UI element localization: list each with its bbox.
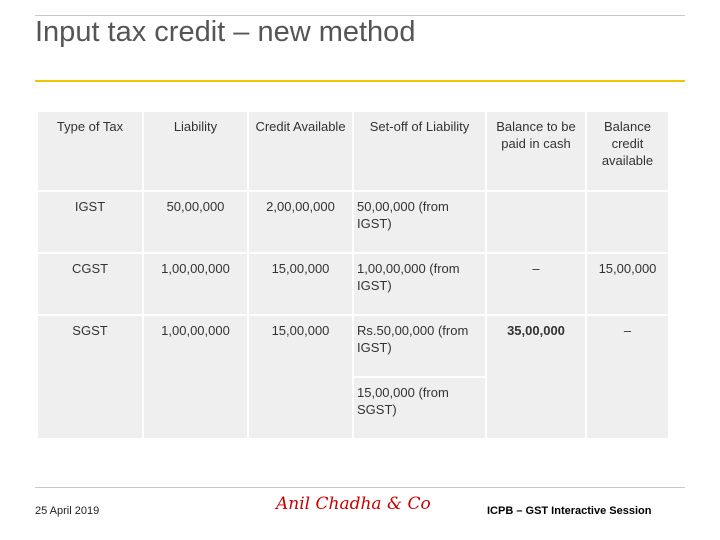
footer-session-title: ICPB – GST Interactive Session <box>487 505 652 517</box>
slide-title: Input tax credit – new method <box>35 16 416 48</box>
cell-credit: 15,00,000 <box>249 254 352 314</box>
table-row <box>38 254 668 314</box>
cell-setoff-extra: 15,00,000 (from SGST) <box>354 378 485 438</box>
footer-brand-logo: Anil Chadha & Co <box>276 494 431 514</box>
cell-cash: 35,00,000 <box>487 316 585 438</box>
cell-balance <box>587 192 668 252</box>
itc-table <box>36 110 670 440</box>
accent-divider <box>35 80 685 82</box>
header-credit-available: Credit Available <box>249 112 352 190</box>
cell-liability: 1,00,00,000 <box>144 316 247 438</box>
cell-setoff: Rs.50,00,000 (from IGST) <box>354 316 485 376</box>
cell-balance: – <box>587 316 668 438</box>
cell-credit: 2,00,00,000 <box>249 192 352 252</box>
cell-liability: 50,00,000 <box>144 192 247 252</box>
cell-liability: 1,00,00,000 <box>144 254 247 314</box>
cell-type: IGST <box>38 192 142 252</box>
header-balance-cash: Balance to be paid in cash <box>487 112 585 190</box>
table-row <box>38 316 668 376</box>
footer-divider <box>35 487 685 488</box>
cell-type: SGST <box>38 316 142 438</box>
header-balance-credit: Balance credit available <box>587 112 668 190</box>
table-header-row <box>38 112 668 190</box>
cell-cash: – <box>487 254 585 314</box>
footer-date: 25 April 2019 <box>35 505 100 517</box>
cell-cash <box>487 192 585 252</box>
header-setoff-of-liability: Set-off of Liability <box>354 112 485 190</box>
cell-credit: 15,00,000 <box>249 316 352 438</box>
header-liability: Liability <box>144 112 247 190</box>
table-row <box>38 192 668 252</box>
cell-setoff: 50,00,000 (from IGST) <box>354 192 485 252</box>
cell-setoff: 1,00,00,000 (from IGST) <box>354 254 485 314</box>
header-type-of-tax: Type of Tax <box>38 112 142 190</box>
cell-type: CGST <box>38 254 142 314</box>
cell-balance: 15,00,000 <box>587 254 668 314</box>
